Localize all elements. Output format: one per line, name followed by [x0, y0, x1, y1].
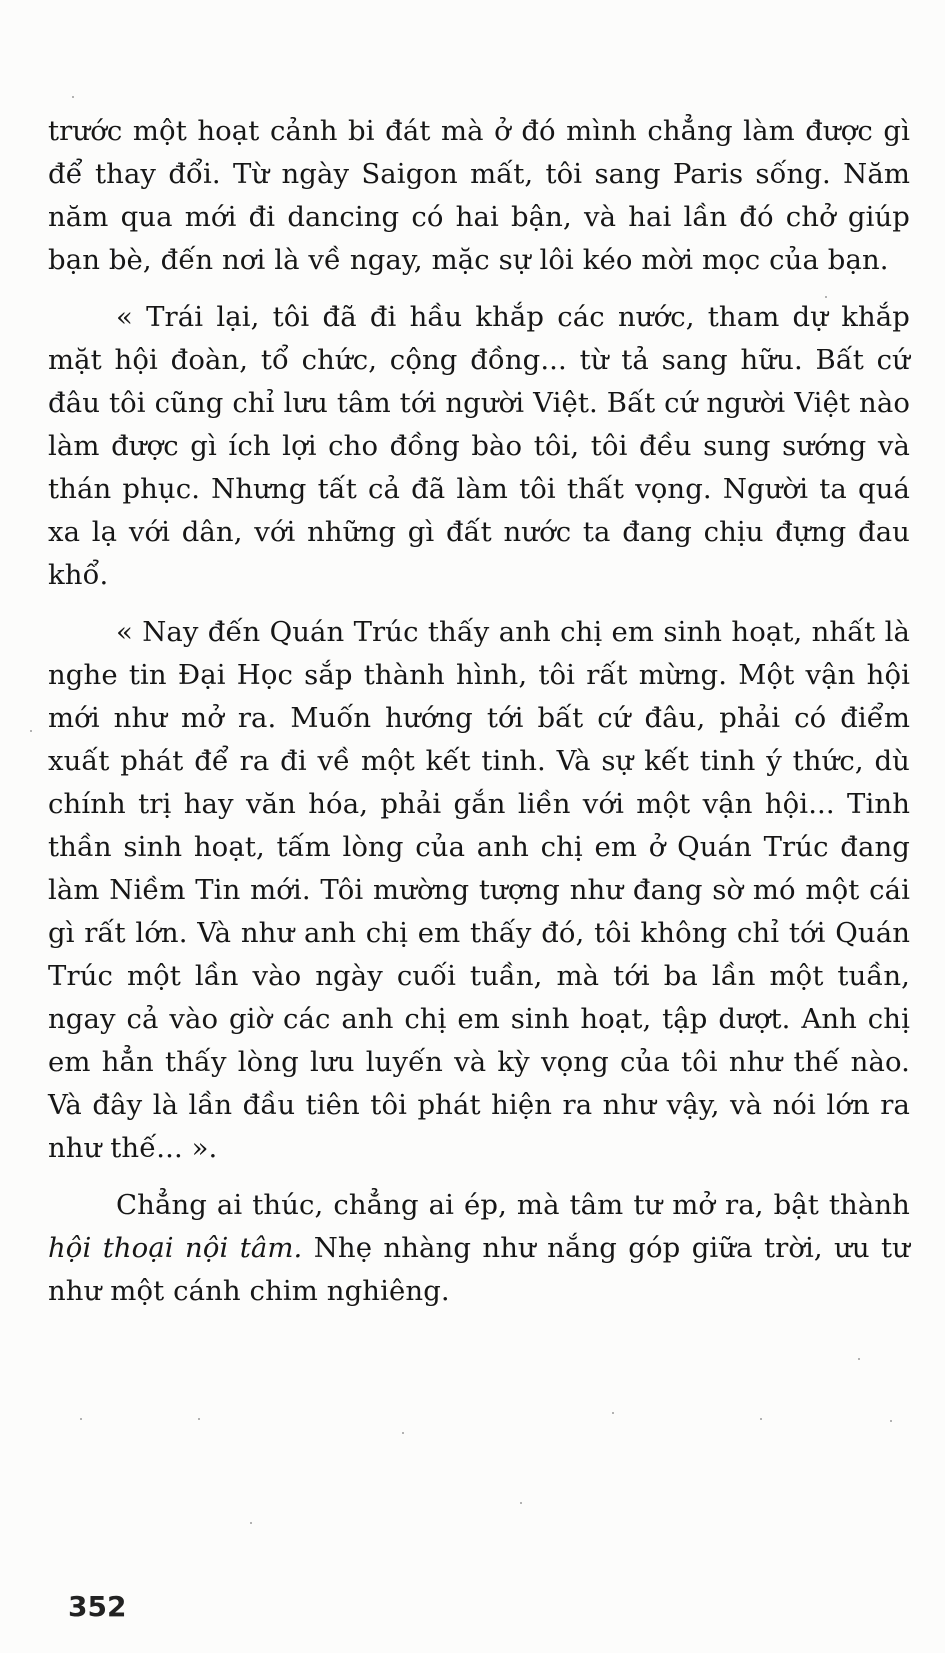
scan-speck: [198, 1418, 200, 1420]
scan-speck: [760, 1418, 762, 1420]
page-number: 352: [68, 1590, 127, 1623]
scan-speck: [80, 1418, 82, 1420]
scan-speck: [30, 730, 32, 732]
paragraph-continuation: trước một hoạt cảnh bi đát mà ở đó mình chẳng làm được gì để thay đổi. Từ ngày Saigon mất, tôi sang Paris sống. Năm năm qua mới đi dancing có hai bận, và hai lần đó chở giúp bạn bè, đến nơi là về ngay, mặc sự lôi kéo mời mọc của bạn.: [48, 115, 910, 276]
scan-speck: [520, 1502, 522, 1504]
closing-text-start: Chẳng ai thúc, chẳng ai ép, mà tâm tư mở ra, bật thành: [116, 1189, 910, 1221]
scan-speck: [890, 1420, 892, 1422]
closing-text-italic: hội thoại nội tâm.: [48, 1232, 303, 1264]
paragraph-quote-1: « Trái lại, tôi đã đi hầu khắp các nước, tham dự khắp mặt hội đoàn, tổ chức, cộng đồng... từ tả sang hữu. Bất cứ đâu tôi cũng chỉ lưu tâm tới người Việt. Bất cứ người Việt nào làm được gì ích lợi cho đồng bào tôi, tôi đều sung sướng và thán phục. Nhưng tất cả đã làm tôi thất vọng. Người ta quá xa lạ với dân, với những gì đất nước ta đang chịu đựng đau khổ.: [48, 301, 910, 591]
scan-speck: [612, 1412, 614, 1414]
body-text: [48, 110, 910, 1327]
paragraph-quote-2: « Nay đến Quán Trúc thấy anh chị em sinh hoạt, nhất là nghe tin Đại Học sắp thành hình, tôi rất mừng. Một vận hội mới như mở ra. Muốn hướng tới bất cứ đâu, phải có điểm xuất phát để ra đi về một kết tinh. Và sự kết tinh ý thức, dù chính trị hay văn hóa, phải gắn liền với một vận hội... Tinh thần sinh hoạt, tấm lòng của anh chị em ở Quán Trúc đang làm Niềm Tin mới. Tôi mường tượng như đang sờ mó một cái gì rất lớn. Và như anh chị em thấy đó, tôi không chỉ tới Quán Trúc một lần vào ngày cuối tuần, mà tới ba lần một tuần, ngay cả vào giờ các anh chị em sinh hoạt, tập dượt. Anh chị em hẳn thấy lòng lưu luyến và kỳ vọng của tôi như thế nào. Và đây là lần đầu tiên tôi phát hiện ra như vậy, và nói lớn ra như thế... ».: [48, 616, 910, 1164]
scan-speck: [250, 1522, 252, 1524]
scan-speck: [72, 96, 74, 98]
closing-text-end: Nhẹ nhàng như nắng góp giữa trời, ưu tư như một cánh chim nghiêng.: [48, 1232, 910, 1307]
scan-speck: [402, 1432, 404, 1434]
scan-speck: [858, 1358, 860, 1360]
scan-speck: [825, 296, 827, 298]
paragraph-closing: [48, 1184, 910, 1313]
